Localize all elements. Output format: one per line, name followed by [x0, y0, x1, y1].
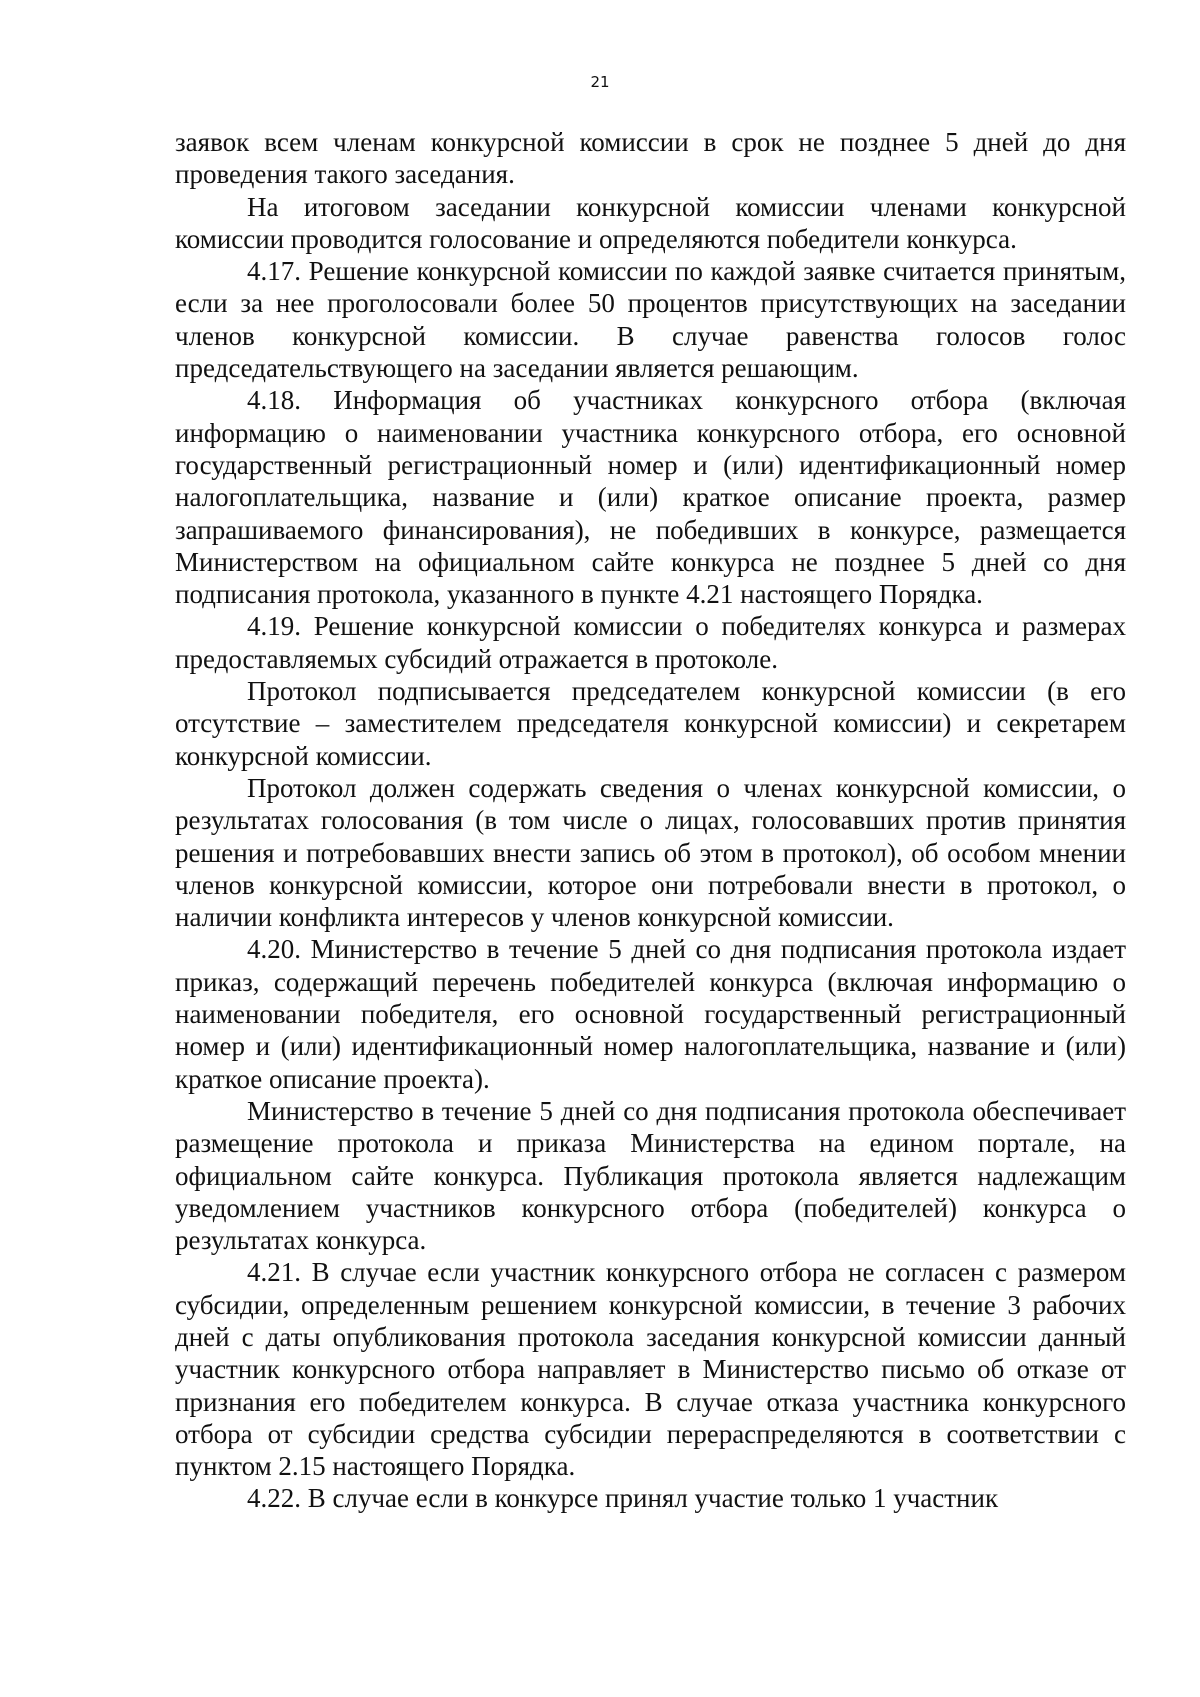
paragraph-publication: Министерство в течение 5 дней со дня подписания протокола обеспечивает размещение протокола и приказа Министерства на едином портале, на официальном сайте конкурса. Публикация протокола является надлежащим уведомлением участников конкурсного отбора (победителей) конкурса о результатах конкурса. — [175, 1095, 1126, 1256]
document-body — [175, 126, 1126, 1515]
paragraph-protocol-signing: Протокол подписывается председателем конкурсной комиссии (в его отсутствие – заместителем председателя конкурсной комиссии) и секретарем конкурсной комиссии. — [175, 676, 1126, 771]
paragraph-protocol-contents: Протокол должен содержать сведения о членах конкурсной комиссии, о результатах голосования (в том числе о лицах, голосовавших против принятия решения и потребовавших внести запись об этом в протокол), об особом мнении членов конкурсной комиссии, которое они потребовали внести в протокол, о наличии конфликта интересов у членов конкурсной комиссии. — [175, 772, 1126, 933]
paragraph-4-17: 4.17. Решение конкурсной комиссии по каждой заявке считается принятым, если за нее проголосовали более 50 процентов присутствующих на заседании членов конкурсной комиссии. В случае равенства голосов голос председательствующего на заседании является решающим. — [175, 256, 1126, 384]
paragraph-4-19: 4.19. Решение конкурсной комиссии о победителях конкурса и размерах предоставляемых субсидий отражается в протоколе. — [175, 611, 1126, 674]
page-number: 21 — [590, 73, 610, 91]
paragraph-4-21: 4.21. В случае если участник конкурсного отбора не согласен с размером субсидии, определенным решением конкурсной комиссии, в течение 3 рабочих дней с даты опубликования протокола заседания конкурсной комиссии данный участник конкурсного отбора направляет в Министерство письмо об отказе от признания его победителем конкурса. В случае отказа участника конкурсного отбора от субсидии средства субсидии перераспределяются в соответствии с пунктом 2.15 настоящего Порядка. — [175, 1257, 1126, 1482]
paragraph-4-18: 4.18. Информация об участниках конкурсного отбора (включая информацию о наименовании участника конкурсного отбора, его основной государственный регистрационный номер и (или) идентификационный номер налогоплательщика, название и (или) краткое описание проекта, размер запрашиваемого финансирования), не победивших в конкурсе, размещается Министерством на официальном сайте конкурса не позднее 5 дней со дня подписания протокола, указанного в пункте 4.21 настоящего Порядка. — [175, 385, 1126, 610]
paragraph-4-20: 4.20. Министерство в течение 5 дней со дня подписания протокола издает приказ, содержащий перечень победителей конкурса (включая информацию о наименовании победителя, его основной государственный регистрационный номер и (или) идентификационный номер налогоплательщика, название и (или) краткое описание проекта). — [175, 934, 1126, 1094]
paragraph-4-22: 4.22. В случае если в конкурсе принял участие только 1 участник — [247, 1483, 999, 1514]
paragraph-final-meeting: На итоговом заседании конкурсной комиссии членами конкурсной комиссии проводится голосование и определяются победители конкурса. — [175, 191, 1126, 254]
paragraph-continuation: заявок всем членам конкурсной комиссии в срок не позднее 5 дней до дня проведения такого заседания. — [175, 127, 1126, 190]
